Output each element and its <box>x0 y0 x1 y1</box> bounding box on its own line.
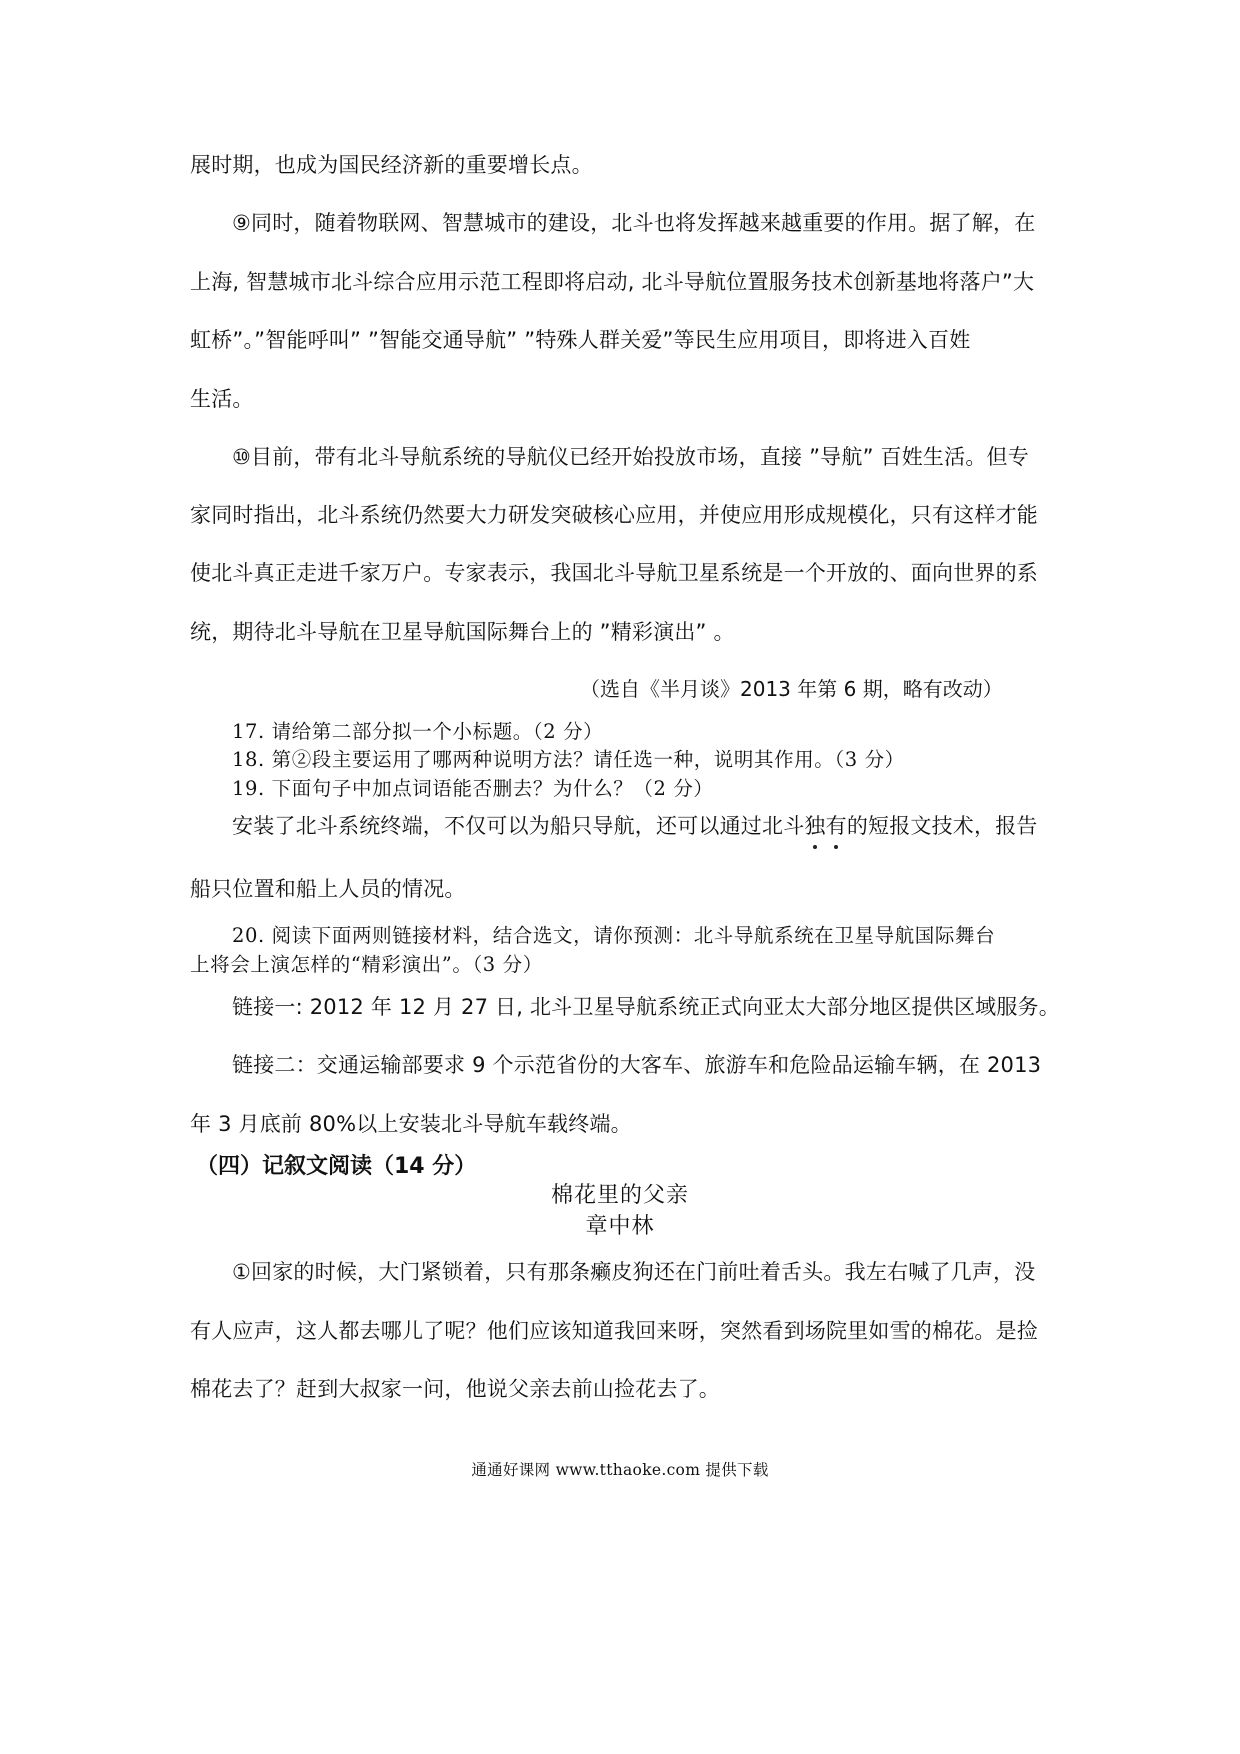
link-1: 链接一: 2012 年 12 月 27 日, 北斗卫星导航系统正式向亚太大部分地区提供区域服务。 <box>232 995 1060 1019</box>
question-19-sentence-line-1 <box>232 811 1102 841</box>
paragraph-9-line-4: 生活。 <box>190 387 254 411</box>
story-paragraph-1-line-1: ①回家的时候，大门紧锁着，只有那条癞皮狗还在门前吐着舌头。我左右喊了几声，没 <box>232 1260 1036 1284</box>
question-17: 17. 请给第二部分拟一个小标题。（2 分） <box>232 720 604 743</box>
story-author: 章中林 <box>585 1214 655 1239</box>
paragraph-8-end: 展时期，也成为国民经济新的重要增长点。 <box>190 153 593 177</box>
link-2-line-2: 年 3 月底前 80%以上安装北斗导航车载终端。 <box>190 1112 632 1136</box>
source-citation: （选自《半月谈》2013 年第 6 期，略有改动） <box>580 677 1003 701</box>
link-2-line-1: 链接二：交通运输部要求 9 个示范省份的大客车、旅游车和危险品运输车辆，在 2013 <box>232 1053 1042 1077</box>
paragraph-10-line-4: 统，期待北斗导航在卫星导航国际舞台上的 ”精彩演出” 。 <box>190 620 735 644</box>
story-title: 棉花里的父亲 <box>550 1183 689 1208</box>
paragraph-10-line-3: 使北斗真正走进千家万户。专家表示，我国北斗导航卫星系统是一个开放的、面向世界的系 <box>190 561 1038 585</box>
paragraph-9-line-2: 上海, 智慧城市北斗综合应用示范工程即将启动, 北斗导航位置服务技术创新基地将落户”大 <box>190 270 1035 294</box>
question-19-sentence-part-b: 的短报文技术，报告 <box>846 814 1038 838</box>
question-20-line-1: 20. 阅读下面两则链接材料，结合选文，请你预测：北斗导航系统在卫星导航国际舞台 <box>232 924 996 947</box>
footer-source: 通通好课网 www.tthaoke.com 提供下载 <box>471 1461 769 1479</box>
paragraph-9-line-1: ⑨同时，随着物联网、智慧城市的建设，北斗也将发挥越来越重要的作用。据了解，在 <box>232 211 1036 235</box>
question-19: 19. 下面句子中加点词语能否删去？为什么？（2 分） <box>232 777 714 800</box>
section-heading: （四）记叙文阅读（14 分） <box>196 1154 477 1179</box>
paragraph-9-line-3: 虹桥”。”智能呼叫” ”智能交通导航” ”特殊人群关爱”等民生应用项目，即将进入百姓 <box>190 328 971 352</box>
story-paragraph-1-line-3: 棉花去了？赶到大叔家一问，他说父亲去前山捡花去了。 <box>190 1377 720 1401</box>
question-19-sentence-part-a: 安装了北斗系统终端，不仅可以为船只导航，还可以通过北斗 <box>232 814 805 838</box>
question-18: 18. 第②段主要运用了哪两种说明方法？请任选一种，说明其作用。（3 分） <box>232 748 905 771</box>
question-20-line-2: 上将会上演怎样的“精彩演出”。（3 分） <box>190 953 543 976</box>
question-19-sentence-line-2: 船只位置和船上人员的情况。 <box>190 877 466 901</box>
story-paragraph-1-line-2: 有人应声，这人都去哪儿了呢？他们应该知道我回来呀，突然看到场院里如雪的棉花。是捡 <box>190 1319 1038 1343</box>
dotted-char-2: 有 <box>826 811 847 841</box>
paragraph-10-line-1: ⑩目前，带有北斗导航系统的导航仪已经开始投放市场，直接 ”导航” 百姓生活。但专 <box>232 445 1029 469</box>
paragraph-10-line-2: 家同时指出，北斗系统仍然要大力研发突破核心应用，并使应用形成规模化，只有这样才能 <box>190 503 1038 527</box>
dotted-char-1: 独 <box>804 811 825 841</box>
